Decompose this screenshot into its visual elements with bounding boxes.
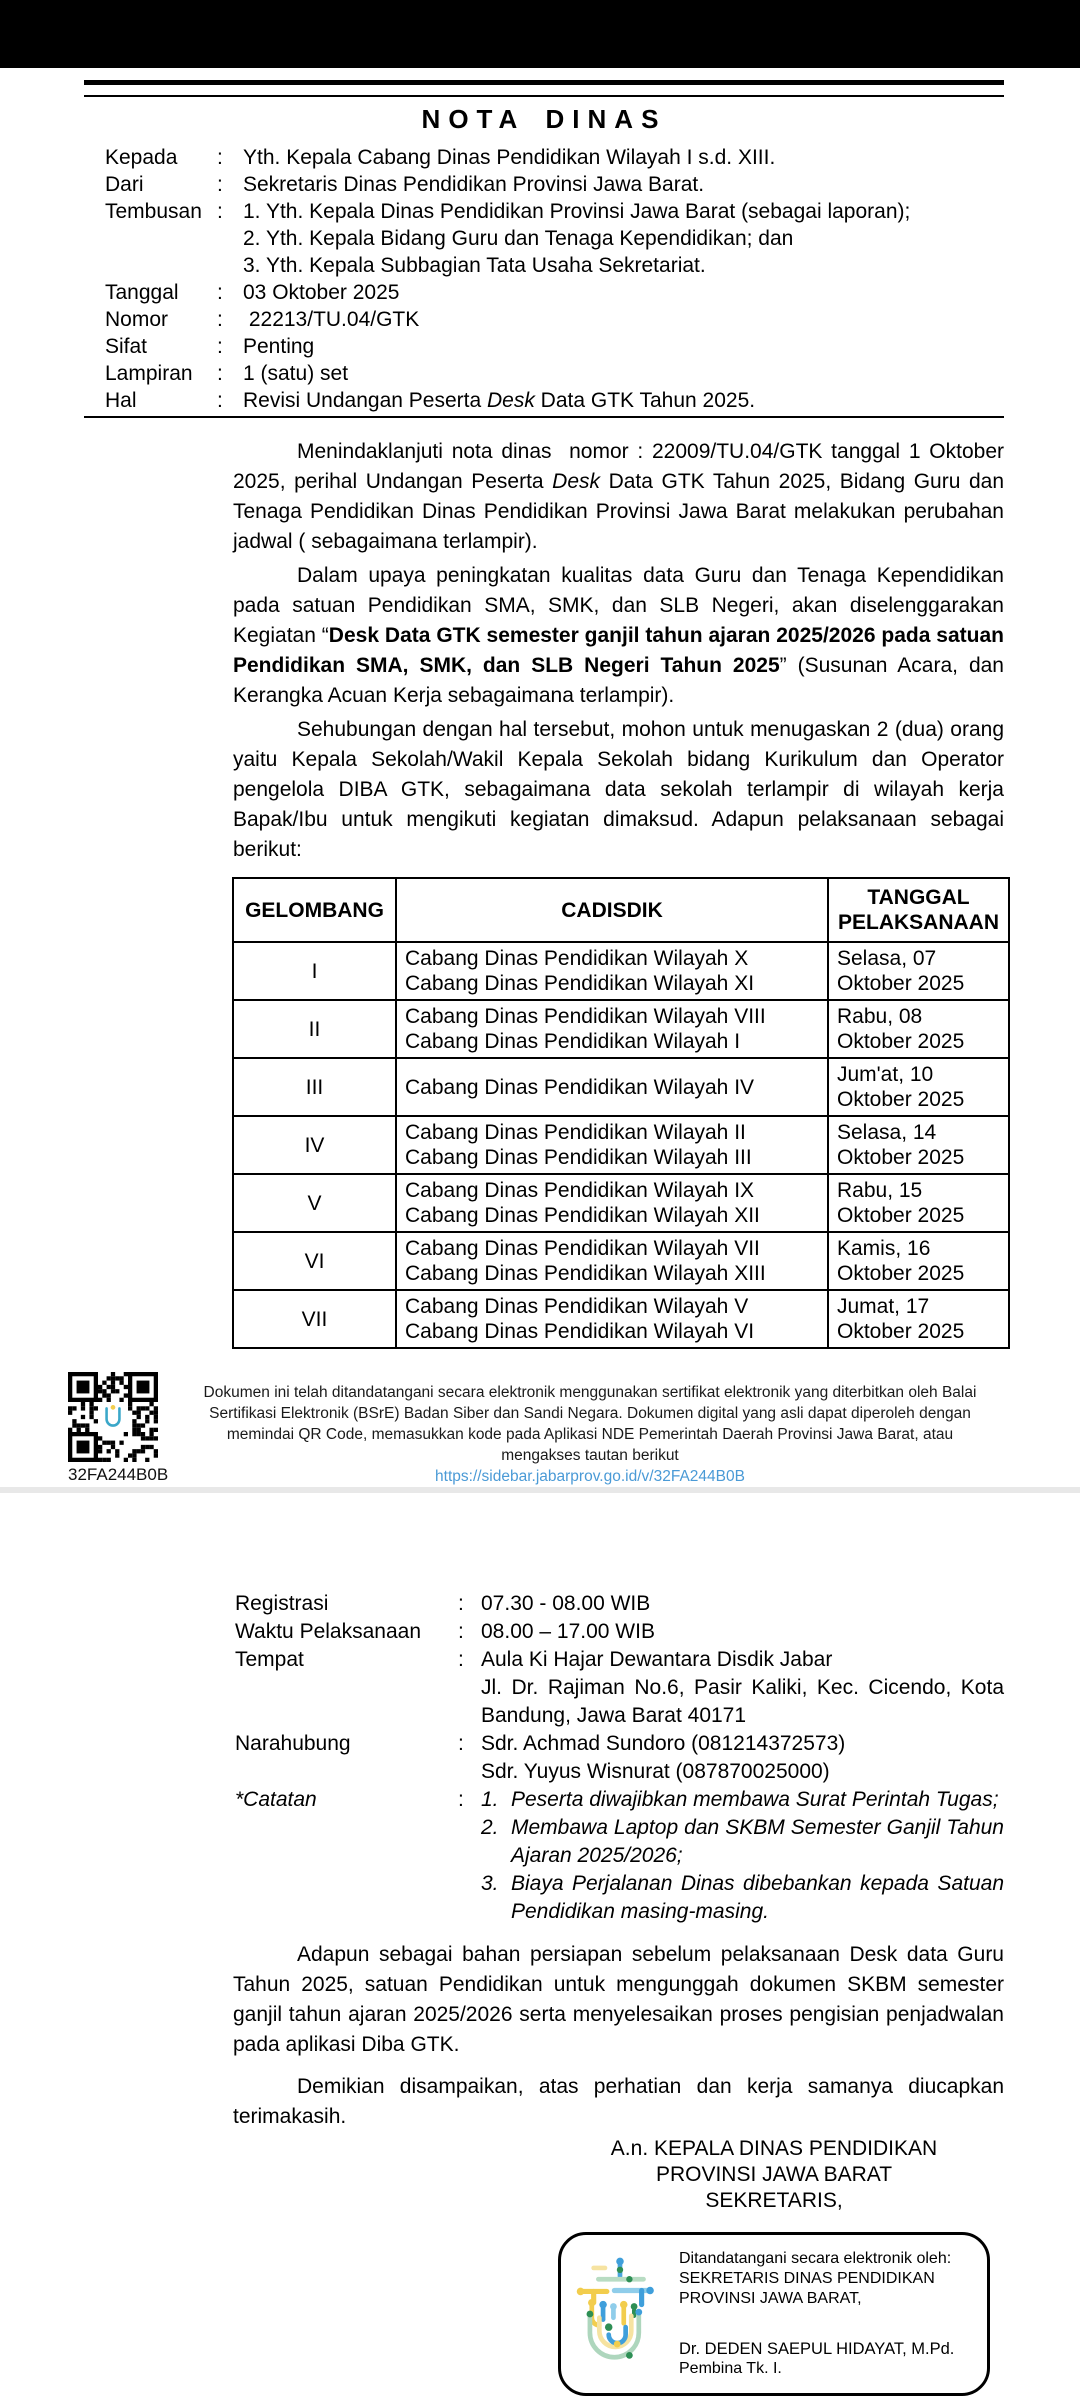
detail-colon: : [458, 1648, 464, 1671]
header-field-row [105, 333, 1004, 360]
cell-cadisdik: Cabang Dinas Pendidikan Wilayah IV [396, 1058, 828, 1116]
field-label: Dari [105, 173, 144, 196]
detail-label: Tempat [235, 1648, 304, 1671]
field-value: 1 (satu) set [243, 362, 349, 385]
detail-field-row [235, 1618, 1004, 1646]
cell-cadisdik: Cabang Dinas Pendidikan Wilayah X Cabang Dinas Pendidikan Wilayah XI [396, 942, 828, 1000]
page-separator [0, 1487, 1080, 1493]
cell-tanggal: Rabu, 08 Oktober 2025 [828, 1000, 1009, 1058]
signer-rank: Pembina Tk. I. [679, 2360, 782, 2377]
signer-title-line1: SEKRETARIS DINAS PENDIDIKAN [679, 2270, 935, 2287]
esign-stamp-text [679, 2249, 977, 2379]
detail-label: *Catatan [235, 1788, 317, 1811]
detail-colon: : [458, 1592, 464, 1615]
qr-block [68, 1372, 169, 1485]
cell-cadisdik: Cabang Dinas Pendidikan Wilayah IX Cabang Dinas Pendidikan Wilayah XII [396, 1174, 828, 1232]
cell-tanggal: Rabu, 15 Oktober 2025 [828, 1174, 1009, 1232]
detail-value: 08.00 – 17.00 WIB [481, 1620, 655, 1643]
schedule-column-header: GELOMBANG [233, 878, 396, 942]
detail-colon: : [458, 1620, 464, 1643]
header-divider-rule [84, 416, 1004, 418]
event-details-fields [235, 1590, 1004, 1926]
paragraph: Menindaklanjuti nota dinas nomor : 22009/TU.04/GTK tanggal 1 Oktober 2025, perihal Undangan Peserta Desk Data GTK Tahun 2025, Bidang Guru dan Tenaga Pendidikan Dinas Pendidikan Provinsi Jawa Barat melakukan perubahan jadwal ( sebagaimana terlampir). [233, 440, 1004, 553]
document-title: NOTA DINAS [421, 104, 667, 134]
detail-colon: : [458, 1788, 464, 1811]
signature-block [558, 2136, 990, 2396]
field-value: 1. Yth. Kepala Dinas Pendidikan Provinsi Jawa Barat (sebagai laporan); 2. Yth. Kepala Bidang Guru dan Tenaga Kependidikan; dan 3. Yth. Kepala Subbagian Tata Usaha Sekretariat. [243, 200, 911, 277]
field-value: Revisi Undangan Peserta Desk Data GTK Tahun 2025. [243, 389, 756, 412]
schedule-table-row [233, 1058, 1009, 1116]
detail-value: Sdr. Achmad Sundoro (081214372573) Sdr. Yuyus Wisnurat (087870025000) [481, 1732, 846, 1783]
header-field-row [105, 198, 1004, 279]
field-colon: : [217, 173, 223, 196]
body-paragraphs [233, 437, 1004, 865]
field-value: 22213/TU.04/GTK [243, 308, 420, 331]
verification-link[interactable]: https://sidebar.jabarprov.go.id/v/32FA244B0B [435, 1468, 745, 1485]
stamp-spacer [679, 2309, 977, 2339]
field-label: Hal [105, 389, 137, 412]
detail-field-row [235, 1786, 1004, 1926]
header-field-row [105, 387, 1004, 414]
cell-gelombang: VI [233, 1232, 396, 1290]
detail-label: Narahubung [235, 1732, 351, 1755]
schedule-column-header: CADISDIK [396, 878, 828, 942]
detail-field-row [235, 1646, 1004, 1730]
field-value: 03 Oktober 2025 [243, 281, 400, 304]
field-colon: : [217, 281, 223, 304]
field-colon: : [217, 200, 223, 223]
paragraph: Sehubungan dengan hal tersebut, mohon untuk menugaskan 2 (dua) orang yaitu Kepala Sekolah/Wakil Kepala Sekolah bidang Kurikulum dan Operator pengelola DIBA GTK, sebagaimana data sekolah terlampir di wilayah kerja Bapak/Ibu untuk mengikuti kegiatan dimaksud. Adapun pelaksanaan sebagai berikut: [233, 718, 1004, 861]
field-value: Sekretaris Dinas Pendidikan Provinsi Jawa Barat. [243, 173, 705, 196]
closing-paragraph: Demikian disampaikan, atas perhatian dan kerja samanya diucapkan terimakasih. [233, 2075, 1004, 2128]
field-colon: : [217, 308, 223, 331]
schedule-table-row [233, 1174, 1009, 1232]
cell-cadisdik: Cabang Dinas Pendidikan Wilayah VIII Cabang Dinas Pendidikan Wilayah I [396, 1000, 828, 1058]
detail-value: 1. Peserta diwajibkan membawa Surat Perintah Tugas; 2. Membawa Laptop dan SKBM Semester Ganjil Tahun Ajaran 2025/2026; 3. Biaya Perjalanan Dinas dibebankan kepada Satuan Pendidikan masing-masing. [481, 1788, 1004, 1923]
detail-field-row [235, 1730, 1004, 1786]
esign-disclaimer [190, 1382, 990, 1487]
cell-gelombang: VII [233, 1290, 396, 1348]
detail-colon: : [458, 1732, 464, 1755]
detail-field-row [235, 1590, 1004, 1618]
signed-by-label: Ditandatangani secara elektronik oleh: [679, 2250, 952, 2267]
esign-stamp-box [558, 2232, 990, 2396]
esign-disclaimer-text: Dokumen ini telah ditandatangani secara elektronik menggunakan sertifikat elektronik yang diterbitkan oleh Balai Sertifikasi Elektronik (BSrE) Badan Siber dan Sandi Negara. Dokumen digital yang asli dapat diperoleh dengan memindai QR Code, memasukkan kode pada Aplikasi NDE Pemerintah Daerah Provinsi Jawa Barat, atau mengakses tautan berikut [203, 1384, 977, 1464]
schedule-table [232, 877, 1010, 1349]
field-colon: : [217, 335, 223, 358]
schedule-table-row [233, 1290, 1009, 1348]
cell-cadisdik: Cabang Dinas Pendidikan Wilayah VII Cabang Dinas Pendidikan Wilayah XIII [396, 1232, 828, 1290]
cell-gelombang: IV [233, 1116, 396, 1174]
header-fields [105, 144, 1004, 414]
letterhead-rule [84, 80, 1004, 97]
signer-title-line2: PROVINSI JAWA BARAT, [679, 2290, 862, 2307]
cell-gelombang: II [233, 1000, 396, 1058]
schedule-table-header-row [233, 878, 1009, 942]
field-label: Kepada [105, 146, 178, 169]
signatory-heading-line: A.n. KEPALA DINAS PENDIDIKAN [610, 2137, 938, 2160]
header-field-row [105, 279, 1004, 306]
schedule-table-row [233, 1232, 1009, 1290]
body-section [233, 437, 1004, 1349]
redacted-letterhead-bar [0, 0, 1080, 68]
field-label: Lampiran [105, 362, 193, 385]
signatory-heading [558, 2136, 990, 2214]
detail-value: 07.30 - 08.00 WIB [481, 1592, 651, 1615]
detail-label: Waktu Pelaksanaan [235, 1620, 421, 1643]
schedule-table-row [233, 1116, 1009, 1174]
field-label: Tembusan [105, 200, 202, 223]
cell-cadisdik: Cabang Dinas Pendidikan Wilayah II Cabang Dinas Pendidikan Wilayah III [396, 1116, 828, 1174]
cell-tanggal: Kamis, 16 Oktober 2025 [828, 1232, 1009, 1290]
schedule-table-row [233, 1000, 1009, 1058]
detail-value: Aula Ki Hajar Dewantara Disdik Jabar Jl. Dr. Rajiman No.6, Pasir Kaliki, Kec. Cicendo, Kota Bandung, Jawa Barat 40171 [481, 1648, 1004, 1727]
paragraph: Dalam upaya peningkatan kualitas data Guru dan Tenaga Kependidikan pada satuan Pendidikan SMA, SMK, dan SLB Negeri, akan diselenggarakan Kegiatan “Desk Data GTK semester ganjil tahun ajaran 2025/2026 pada satuan Pendidikan SMA, SMK, dan SLB Negeri Tahun 2025” (Susunan Acara, dan Kerangka Acuan Kerja sebagaimana terlampir). [233, 564, 1004, 707]
header-field-row [105, 144, 1004, 171]
cell-cadisdik: Cabang Dinas Pendidikan Wilayah V Cabang Dinas Pendidikan Wilayah VI [396, 1290, 828, 1348]
field-label: Sifat [105, 335, 148, 358]
header-field-row [105, 306, 1004, 333]
qr-code [68, 1372, 158, 1462]
field-colon: : [217, 146, 223, 169]
schedule-table-row [233, 942, 1009, 1000]
field-value: Yth. Kepala Cabang Dinas Pendidikan Wilayah I s.d. XIII. [243, 146, 776, 169]
closing-paragraphs [233, 1940, 1004, 2132]
signatory-heading-line: SEKRETARIS, [705, 2189, 843, 2212]
field-label: Tanggal [105, 281, 179, 304]
cell-gelombang: I [233, 942, 396, 1000]
closing-paragraph: Adapun sebagai bahan persiapan sebelum pelaksanaan Desk data Guru Tahun 2025, satuan Pendidikan untuk mengunggah dokumen SKBM semester ganjil tahun ajaran 2025/2026 serta menyelesaikan proses pengisian penjadwalan pada aplikasi Diba GTK. [233, 1943, 1004, 2056]
detail-label: Registrasi [235, 1592, 329, 1615]
field-colon: : [217, 389, 223, 412]
cell-gelombang: V [233, 1174, 396, 1232]
cell-tanggal: Selasa, 07 Oktober 2025 [828, 942, 1009, 1000]
header-field-row [105, 360, 1004, 387]
cell-tanggal: Selasa, 14 Oktober 2025 [828, 1116, 1009, 1174]
signatory-heading-line: PROVINSI JAWA BARAT [655, 2163, 893, 2186]
esign-verification-section [0, 1370, 1080, 1485]
field-value: Penting [243, 335, 315, 358]
signer-name: Dr. DEDEN SAEPUL HIDAYAT, M.Pd. [679, 2340, 955, 2358]
field-label: Nomor [105, 308, 169, 331]
cell-tanggal: Jum'at, 10 Oktober 2025 [828, 1058, 1009, 1116]
verification-code: 32FA244B0B [68, 1465, 169, 1484]
field-colon: : [217, 362, 223, 385]
header-field-row [105, 171, 1004, 198]
esign-stamp-logo [573, 2253, 667, 2375]
cell-gelombang: III [233, 1058, 396, 1116]
cell-tanggal: Jumat, 17 Oktober 2025 [828, 1290, 1009, 1348]
schedule-column-header: TANGGAL PELAKSANAAN [828, 878, 1009, 942]
